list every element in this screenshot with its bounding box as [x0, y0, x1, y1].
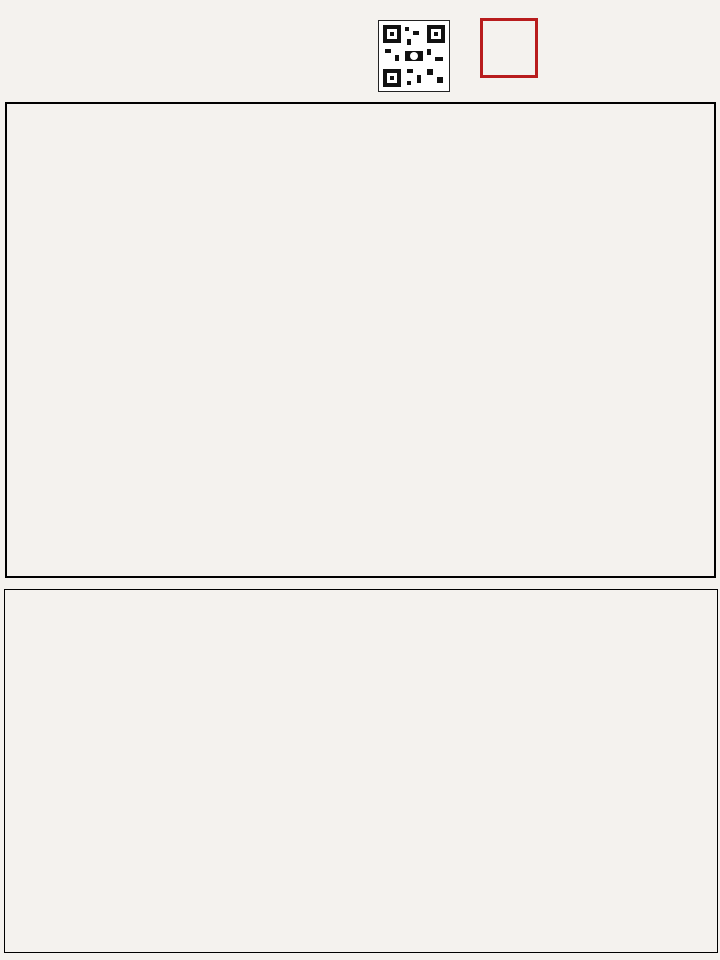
red-seal-logo	[480, 18, 538, 78]
four-pillars-chart	[5, 102, 716, 578]
qr-code-icon	[378, 20, 450, 92]
annual-luck-grid	[4, 589, 718, 953]
